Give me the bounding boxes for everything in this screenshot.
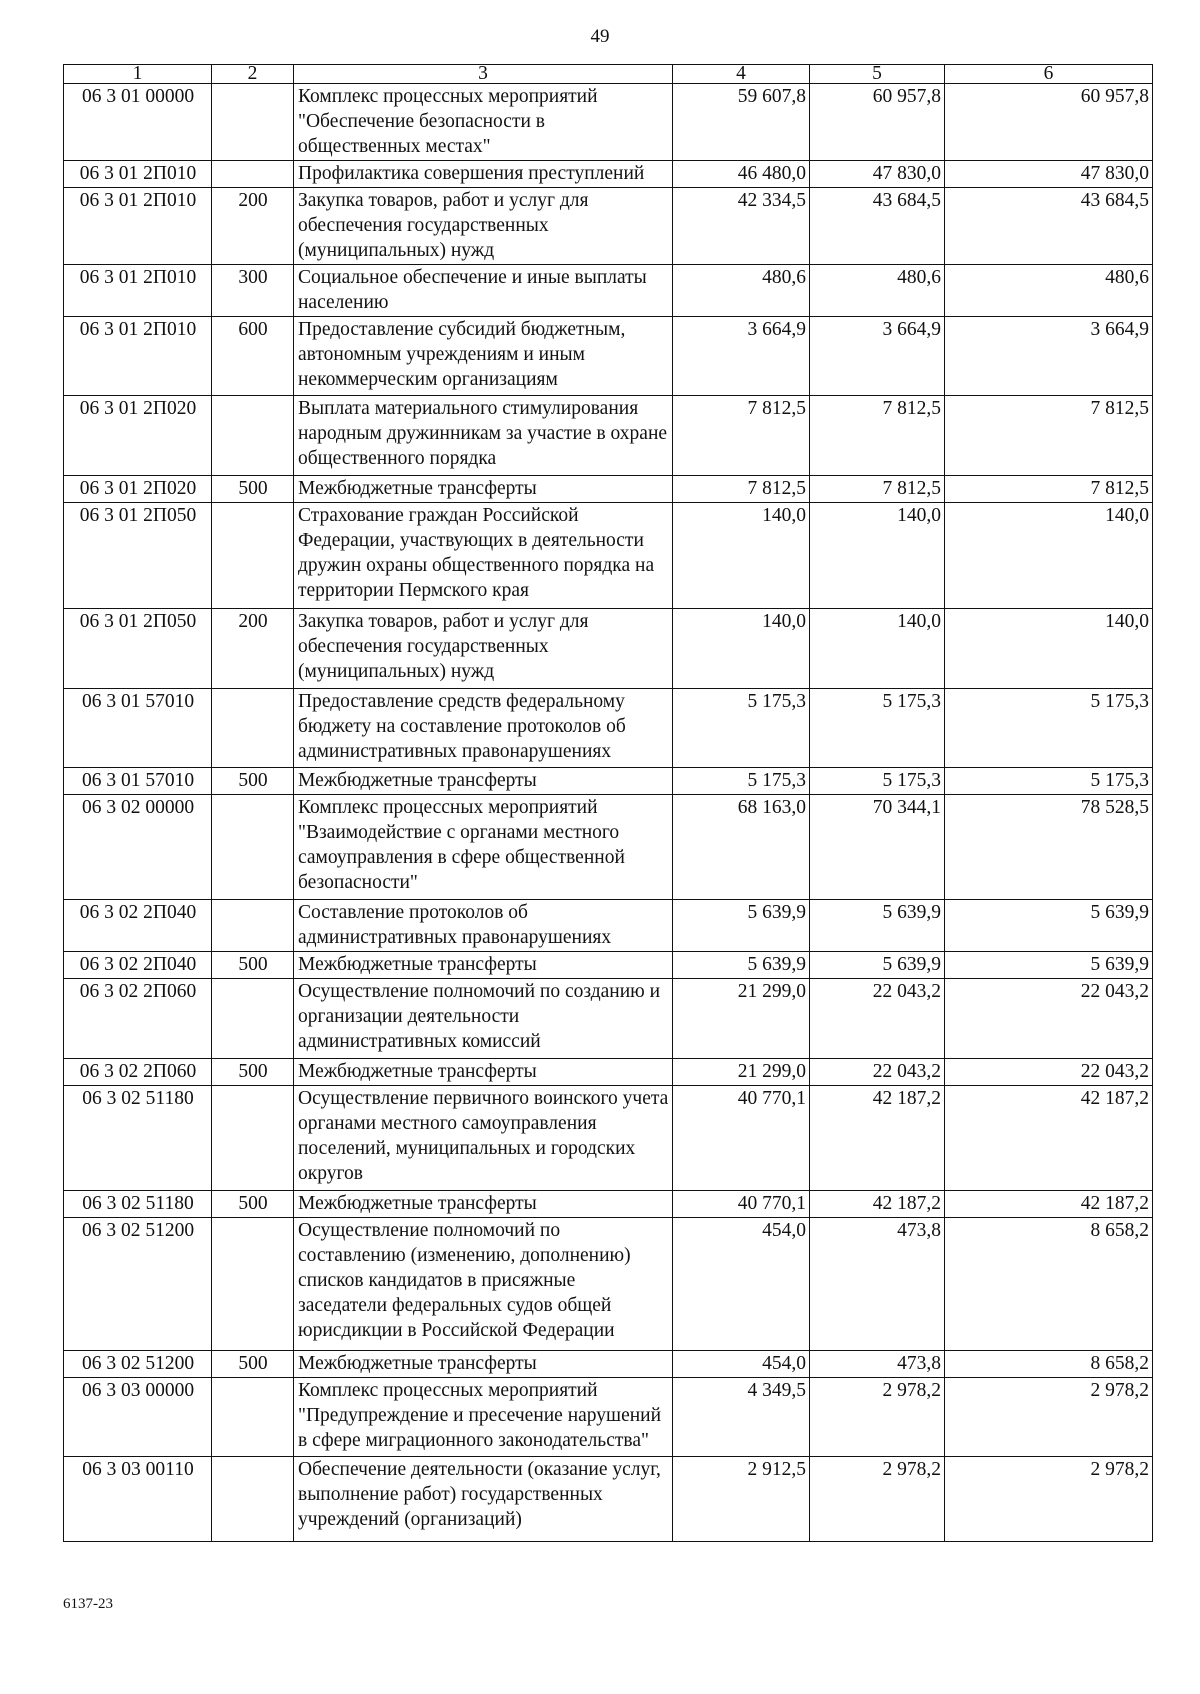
expense-type-cell: 300: [212, 265, 294, 317]
expense-type-cell: 500: [212, 1191, 294, 1218]
program-code-cell: 06 3 02 2П060: [64, 979, 212, 1059]
table-row: [64, 84, 1153, 161]
item-name-cell: Выплата материального стимулирования народным дружинникам за участие в охране общественного порядка: [294, 396, 673, 476]
item-name-cell: Межбюджетные трансферты: [294, 1059, 673, 1086]
column-header: 5: [810, 65, 945, 84]
amount-col4-cell: 480,6: [673, 265, 810, 317]
table-row: [64, 900, 1153, 952]
item-name-cell: Закупка товаров, работ и услуг для обеспечения государственных (муниципальных) нужд: [294, 609, 673, 689]
amount-col4-cell: 2 912,5: [673, 1457, 810, 1542]
amount-col4-cell: 7 812,5: [673, 476, 810, 503]
program-code-cell: 06 3 02 2П060: [64, 1059, 212, 1086]
program-code-cell: 06 3 02 2П040: [64, 952, 212, 979]
amount-col6-cell: 5 639,9: [945, 952, 1153, 979]
amount-col5-cell: 42 187,2: [810, 1191, 945, 1218]
expense-type-cell: 500: [212, 768, 294, 795]
amount-col6-cell: 140,0: [945, 609, 1153, 689]
column-header: 3: [294, 65, 673, 84]
table-row: [64, 609, 1153, 689]
program-code-cell: 06 3 01 2П010: [64, 188, 212, 265]
amount-col5-cell: 47 830,0: [810, 161, 945, 188]
amount-col6-cell: 5 639,9: [945, 900, 1153, 952]
amount-col6-cell: 8 658,2: [945, 1218, 1153, 1351]
expense-type-cell: 500: [212, 1059, 294, 1086]
amount-col4-cell: 5 639,9: [673, 900, 810, 952]
table-header-row: [64, 65, 1153, 84]
amount-col6-cell: 140,0: [945, 503, 1153, 609]
table-row: [64, 768, 1153, 795]
item-name-cell: Межбюджетные трансферты: [294, 476, 673, 503]
item-name-cell: Социальное обеспечение и иные выплаты населению: [294, 265, 673, 317]
item-name-cell: Профилактика совершения преступлений: [294, 161, 673, 188]
amount-col6-cell: 7 812,5: [945, 476, 1153, 503]
item-name-cell: Составление протоколов об административных правонарушениях: [294, 900, 673, 952]
program-code-cell: 06 3 01 57010: [64, 768, 212, 795]
amount-col4-cell: 46 480,0: [673, 161, 810, 188]
table-row: [64, 503, 1153, 609]
amount-col4-cell: 4 349,5: [673, 1378, 810, 1457]
item-name-cell: Обеспечение деятельности (оказание услуг, выполнение работ) государственных учреждений (организаций): [294, 1457, 673, 1542]
expense-type-cell: [212, 1378, 294, 1457]
expense-type-cell: 500: [212, 952, 294, 979]
item-name-cell: Предоставление средств федеральному бюджету на составление протоколов об административных правонарушениях: [294, 689, 673, 768]
program-code-cell: 06 3 01 2П010: [64, 161, 212, 188]
program-code-cell: 06 3 01 2П020: [64, 396, 212, 476]
program-code-cell: 06 3 01 2П050: [64, 609, 212, 689]
amount-col4-cell: 5 175,3: [673, 768, 810, 795]
column-header: 6: [945, 65, 1153, 84]
amount-col6-cell: 5 175,3: [945, 689, 1153, 768]
amount-col6-cell: 60 957,8: [945, 84, 1153, 161]
amount-col4-cell: 5 175,3: [673, 689, 810, 768]
table-row: [64, 979, 1153, 1059]
amount-col6-cell: 8 658,2: [945, 1351, 1153, 1378]
program-code-cell: 06 3 02 51200: [64, 1218, 212, 1351]
expense-type-cell: [212, 900, 294, 952]
amount-col4-cell: 21 299,0: [673, 979, 810, 1059]
table-row: [64, 396, 1153, 476]
program-code-cell: 06 3 01 57010: [64, 689, 212, 768]
expense-type-cell: 500: [212, 1351, 294, 1378]
program-code-cell: 06 3 03 00000: [64, 1378, 212, 1457]
column-header: 1: [64, 65, 212, 84]
table-row: [64, 476, 1153, 503]
amount-col5-cell: 2 978,2: [810, 1457, 945, 1542]
amount-col5-cell: 480,6: [810, 265, 945, 317]
amount-col4-cell: 5 639,9: [673, 952, 810, 979]
amount-col5-cell: 7 812,5: [810, 476, 945, 503]
table-row: [64, 1457, 1153, 1542]
expense-type-cell: 600: [212, 317, 294, 396]
amount-col4-cell: 68 163,0: [673, 795, 810, 900]
amount-col5-cell: 473,8: [810, 1218, 945, 1351]
expense-type-cell: [212, 84, 294, 161]
amount-col6-cell: 43 684,5: [945, 188, 1153, 265]
amount-col5-cell: 140,0: [810, 609, 945, 689]
page-number: 49: [590, 26, 610, 47]
amount-col6-cell: 22 043,2: [945, 1059, 1153, 1086]
table-row: [64, 265, 1153, 317]
budget-table: [63, 64, 1153, 1542]
amount-col4-cell: 40 770,1: [673, 1191, 810, 1218]
program-code-cell: 06 3 02 00000: [64, 795, 212, 900]
amount-col5-cell: 2 978,2: [810, 1378, 945, 1457]
amount-col5-cell: 473,8: [810, 1351, 945, 1378]
amount-col6-cell: 480,6: [945, 265, 1153, 317]
amount-col4-cell: 59 607,8: [673, 84, 810, 161]
item-name-cell: Комплекс процессных мероприятий "Предупреждение и пресечение нарушений в сфере миграционного законодательства": [294, 1378, 673, 1457]
amount-col5-cell: 5 175,3: [810, 689, 945, 768]
program-code-cell: 06 3 02 51200: [64, 1351, 212, 1378]
amount-col5-cell: 140,0: [810, 503, 945, 609]
amount-col4-cell: 3 664,9: [673, 317, 810, 396]
table-row: [64, 1059, 1153, 1086]
item-name-cell: Осуществление полномочий по созданию и организации деятельности административных комиссий: [294, 979, 673, 1059]
amount-col6-cell: 22 043,2: [945, 979, 1153, 1059]
table-row: [64, 1351, 1153, 1378]
table-row: [64, 1378, 1153, 1457]
amount-col5-cell: 60 957,8: [810, 84, 945, 161]
program-code-cell: 06 3 01 2П010: [64, 265, 212, 317]
amount-col6-cell: 2 978,2: [945, 1378, 1153, 1457]
amount-col5-cell: 42 187,2: [810, 1086, 945, 1191]
amount-col6-cell: 42 187,2: [945, 1086, 1153, 1191]
table-row: [64, 689, 1153, 768]
amount-col6-cell: 7 812,5: [945, 396, 1153, 476]
program-code-cell: 06 3 01 2П010: [64, 317, 212, 396]
table-row: [64, 1191, 1153, 1218]
expense-type-cell: [212, 1086, 294, 1191]
table-row: [64, 317, 1153, 396]
amount-col5-cell: 5 639,9: [810, 900, 945, 952]
expense-type-cell: [212, 396, 294, 476]
item-name-cell: Межбюджетные трансферты: [294, 768, 673, 795]
item-name-cell: Межбюджетные трансферты: [294, 1191, 673, 1218]
amount-col5-cell: 70 344,1: [810, 795, 945, 900]
table-row: [64, 1218, 1153, 1351]
amount-col4-cell: 7 812,5: [673, 396, 810, 476]
item-name-cell: Осуществление полномочий по составлению (изменению, дополнению) списков кандидатов в присяжные заседатели федеральных судов общей юрисдикции в Российской Федерации: [294, 1218, 673, 1351]
expense-type-cell: [212, 979, 294, 1059]
table-row: [64, 188, 1153, 265]
amount-col4-cell: 454,0: [673, 1218, 810, 1351]
item-name-cell: Закупка товаров, работ и услуг для обеспечения государственных (муниципальных) нужд: [294, 188, 673, 265]
expense-type-cell: [212, 1218, 294, 1351]
expense-type-cell: [212, 161, 294, 188]
table-row: [64, 795, 1153, 900]
amount-col4-cell: 21 299,0: [673, 1059, 810, 1086]
amount-col6-cell: 42 187,2: [945, 1191, 1153, 1218]
amount-col6-cell: 5 175,3: [945, 768, 1153, 795]
amount-col6-cell: 78 528,5: [945, 795, 1153, 900]
item-name-cell: Межбюджетные трансферты: [294, 1351, 673, 1378]
expense-type-cell: [212, 503, 294, 609]
program-code-cell: 06 3 03 00110: [64, 1457, 212, 1542]
amount-col4-cell: 42 334,5: [673, 188, 810, 265]
item-name-cell: Комплекс процессных мероприятий "Обеспечение безопасности в общественных местах": [294, 84, 673, 161]
program-code-cell: 06 3 02 2П040: [64, 900, 212, 952]
item-name-cell: Межбюджетные трансферты: [294, 952, 673, 979]
amount-col5-cell: 43 684,5: [810, 188, 945, 265]
program-code-cell: 06 3 02 51180: [64, 1191, 212, 1218]
amount-col5-cell: 3 664,9: [810, 317, 945, 396]
expense-type-cell: 200: [212, 609, 294, 689]
expense-type-cell: [212, 795, 294, 900]
column-header: 4: [673, 65, 810, 84]
program-code-cell: 06 3 01 2П020: [64, 476, 212, 503]
amount-col5-cell: 7 812,5: [810, 396, 945, 476]
amount-col5-cell: 5 639,9: [810, 952, 945, 979]
table-row: [64, 161, 1153, 188]
amount-col5-cell: 22 043,2: [810, 1059, 945, 1086]
amount-col6-cell: 2 978,2: [945, 1457, 1153, 1542]
program-code-cell: 06 3 01 2П050: [64, 503, 212, 609]
amount-col6-cell: 47 830,0: [945, 161, 1153, 188]
program-code-cell: 06 3 02 51180: [64, 1086, 212, 1191]
item-name-cell: Предоставление субсидий бюджетным, автономным учреждениям и иным некоммерческим организациям: [294, 317, 673, 396]
amount-col4-cell: 140,0: [673, 503, 810, 609]
amount-col4-cell: 140,0: [673, 609, 810, 689]
amount-col6-cell: 3 664,9: [945, 317, 1153, 396]
expense-type-cell: 200: [212, 188, 294, 265]
expense-type-cell: [212, 1457, 294, 1542]
item-name-cell: Страхование граждан Российской Федерации, участвующих в деятельности дружин охраны общественного порядка на территории Пермского края: [294, 503, 673, 609]
table-row: [64, 952, 1153, 979]
amount-col4-cell: 40 770,1: [673, 1086, 810, 1191]
document-code: 6137-23: [63, 1596, 113, 1612]
amount-col5-cell: 22 043,2: [810, 979, 945, 1059]
table-row: [64, 1086, 1153, 1191]
amount-col5-cell: 5 175,3: [810, 768, 945, 795]
amount-col4-cell: 454,0: [673, 1351, 810, 1378]
item-name-cell: Комплекс процессных мероприятий "Взаимодействие с органами местного самоуправления в сфере общественной безопасности": [294, 795, 673, 900]
expense-type-cell: 500: [212, 476, 294, 503]
expense-type-cell: [212, 689, 294, 768]
column-header: 2: [212, 65, 294, 84]
program-code-cell: 06 3 01 00000: [64, 84, 212, 161]
item-name-cell: Осуществление первичного воинского учета органами местного самоуправления поселений, муниципальных и городских округов: [294, 1086, 673, 1191]
